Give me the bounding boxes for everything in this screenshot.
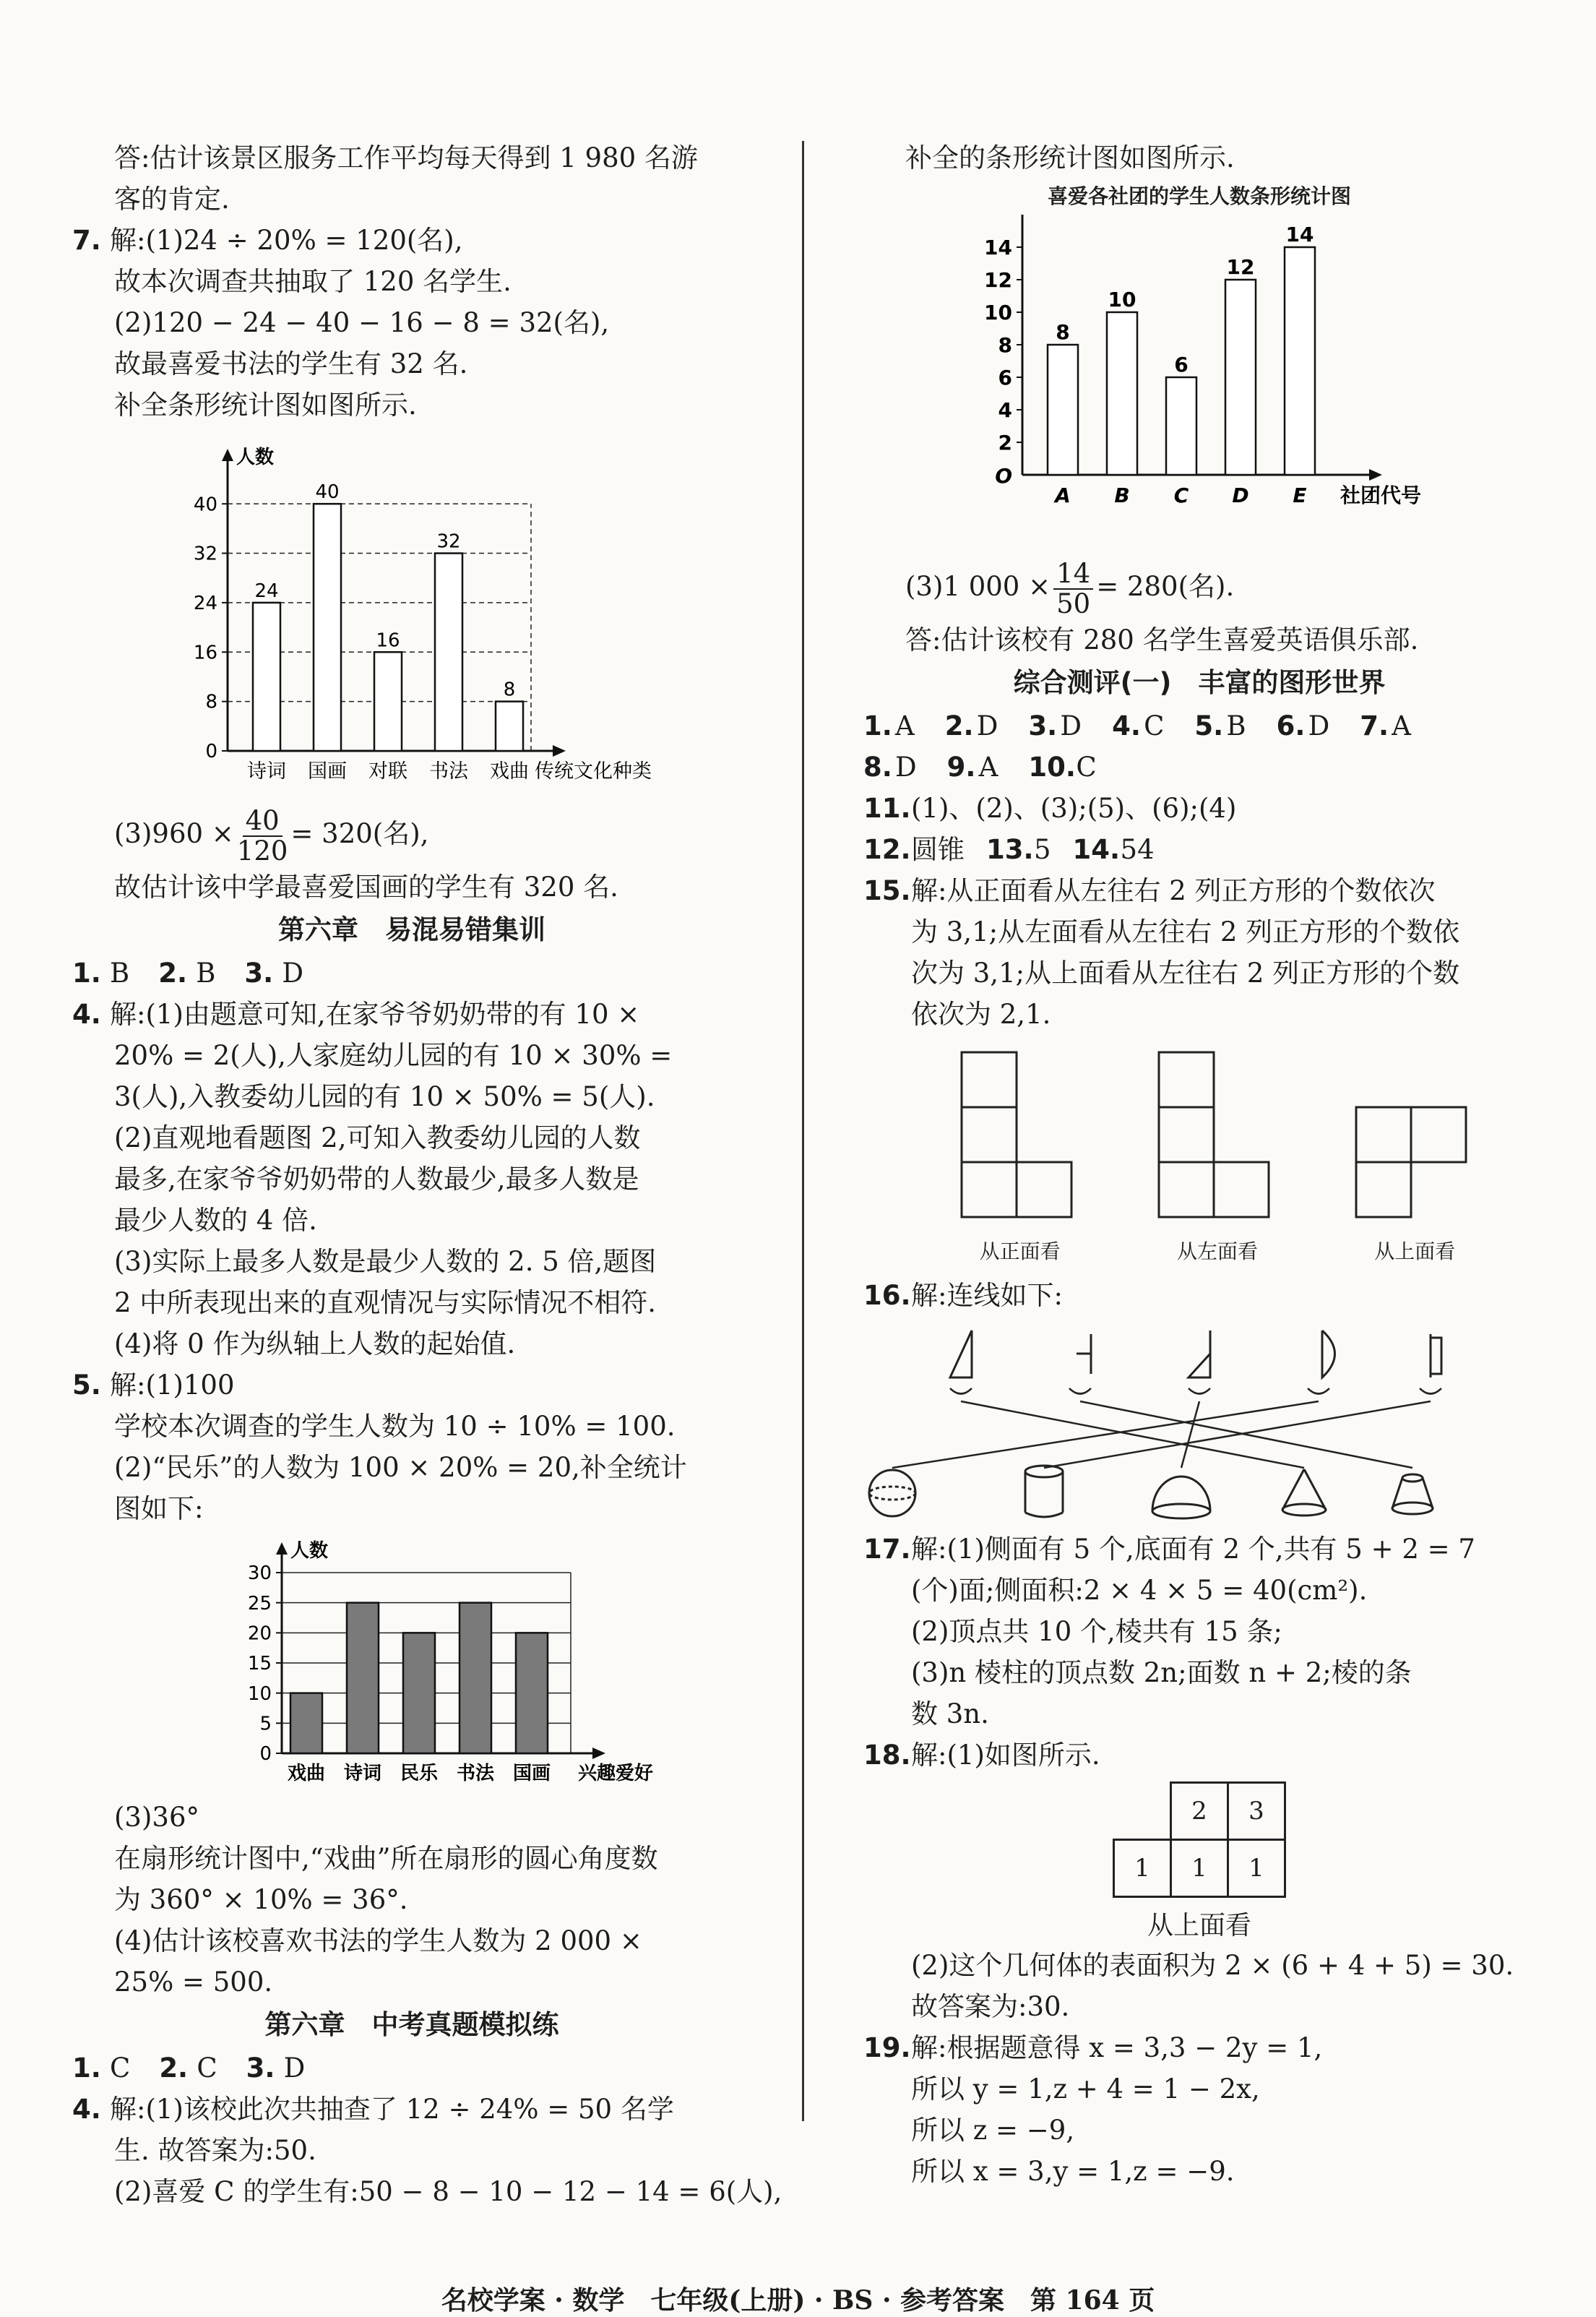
right-column <box>863 137 1535 2192</box>
bar-chart-culture <box>72 426 751 801</box>
x-tick-label: 对联 <box>368 760 407 783</box>
text-line: 为 360° × 10% = 36°. <box>114 1884 408 1915</box>
text-part: = 320(名), <box>290 818 429 849</box>
answer-item <box>1194 705 1246 747</box>
bar <box>1166 377 1196 475</box>
text-part: = 280(名). <box>1096 571 1235 602</box>
text-line: 图如下: <box>114 1493 204 1524</box>
x-tick-label: C <box>1173 483 1189 507</box>
text-line: 答:估计该景区服务工作平均每天得到 1 980 名游 <box>114 142 698 173</box>
data-label: 12 <box>1226 255 1255 279</box>
rotate-arrow-icon <box>1308 1388 1329 1394</box>
y-tick-label: 24 <box>193 593 217 615</box>
text-line: (2)喜爱 C 的学生有:50 − 8 − 10 − 12 − 14 = 6(人), <box>114 2176 782 2207</box>
bar <box>403 1633 435 1753</box>
answer: C <box>1144 710 1165 741</box>
text-line: 解:从正面看从左往右 2 列正方形的个数依次 <box>911 875 1436 906</box>
bar <box>1285 247 1315 475</box>
question-number: 3. <box>244 958 274 989</box>
question-number: 7. <box>1360 710 1389 741</box>
answer: 圆锥 <box>911 834 965 865</box>
y-tick-label: 0 <box>259 1743 272 1766</box>
y-axis-arrow-icon <box>276 1542 288 1555</box>
three-views <box>921 1049 1514 1265</box>
text-line: 解:(1)100 <box>110 1370 235 1401</box>
question-number: 1. <box>863 710 892 741</box>
bar <box>314 504 341 751</box>
y-tick-label: 30 <box>247 1562 272 1585</box>
text-line: 最多,在家爷爷奶奶带的人数最少,最多人数是 <box>114 1164 639 1195</box>
answer: A <box>978 752 998 783</box>
numerator: 14 <box>1053 559 1093 590</box>
semicircle-shape <box>1322 1331 1335 1377</box>
text-line: 故最喜爱书法的学生有 32 名. <box>114 348 468 379</box>
question-number: 4. <box>1112 710 1141 741</box>
bar <box>374 652 402 751</box>
sphere-icon <box>869 1470 915 1516</box>
bar <box>1048 345 1078 475</box>
data-label: 10 <box>1108 288 1136 311</box>
question-number: 2. <box>944 710 974 741</box>
answer-item <box>947 747 998 788</box>
answer-item <box>945 705 998 747</box>
question-number: 12. <box>863 834 911 865</box>
question-number: 11. <box>863 793 911 824</box>
answer-item <box>1360 705 1411 747</box>
view-caption: 从左面看 <box>1176 1239 1258 1263</box>
answer-item <box>1112 705 1164 747</box>
cone-icon <box>1282 1469 1326 1516</box>
y-tick-label: 4 <box>998 397 1012 422</box>
question-number: 5. <box>1194 710 1224 741</box>
section-heading: 第六章 中考真题模拟练 <box>264 2009 559 2040</box>
rotate-arrow-icon <box>1420 1388 1441 1394</box>
text-line: (4)将 0 作为纵轴上人数的起始值. <box>114 1328 516 1359</box>
grid-cell: 1 <box>1228 1840 1285 1897</box>
text-line: 故估计该中学最喜爱国画的学生有 320 名. <box>114 872 618 903</box>
text-line: 学校本次调查的学生人数为 10 ÷ 10% = 100. <box>114 1411 676 1442</box>
grid-cell: 1 <box>1114 1840 1171 1897</box>
answer-item <box>1277 705 1330 747</box>
answer-item <box>863 705 915 747</box>
y-axis-label: 人数 <box>236 447 275 468</box>
page-footer: 名校学案 · 数学 七年级(上册) · BS · 参考答案 第 164 页 <box>441 2285 1155 2316</box>
question-number: 16. <box>863 1280 911 1311</box>
bar <box>290 1693 322 1753</box>
question-number: 19. <box>863 2032 911 2063</box>
question-number: 5. <box>72 1370 101 1401</box>
text-line: 故答案为:30. <box>911 1991 1070 2022</box>
data-label: 16 <box>376 629 400 652</box>
text-line: (2)顶点共 10 个,棱共有 15 条; <box>911 1616 1282 1647</box>
bar <box>460 1603 491 1753</box>
text-line: 数 3n. <box>911 1698 989 1729</box>
text-line: 补全条形统计图如图所示. <box>114 390 417 421</box>
question-number: 3. <box>1028 710 1058 741</box>
answer: 5 <box>1034 834 1051 865</box>
text-line: 所以 x = 3,y = 1,z = −9. <box>911 2156 1235 2187</box>
question-number: 7. <box>72 225 101 256</box>
text-line: 所以 z = −9, <box>911 2115 1075 2146</box>
top-view-grid <box>863 1781 1535 1942</box>
text-line: (2)直观地看题图 2,可知入教委幼儿园的人数 <box>114 1122 641 1153</box>
bar <box>435 554 462 751</box>
y-tick-label: 8 <box>998 332 1012 357</box>
question-number: 17. <box>863 1534 911 1565</box>
y-tick-label: 10 <box>247 1682 272 1705</box>
question-number: 8. <box>863 752 892 783</box>
question-number: 14. <box>1072 834 1121 865</box>
text-line: 25% = 500. <box>114 1966 273 1998</box>
text-line: (个)面;侧面积:2 × 4 × 5 = 40(cm²). <box>911 1575 1368 1606</box>
x-tick-label: 诗词 <box>343 1763 382 1784</box>
bar <box>253 603 280 751</box>
connect-lines <box>892 1401 1431 1468</box>
text-line: (3)36° <box>114 1802 199 1833</box>
answer: B <box>110 958 130 989</box>
answer: A <box>1392 710 1411 741</box>
answer: B <box>1226 710 1246 741</box>
answer: B <box>196 958 216 989</box>
question-number: 6. <box>1276 710 1306 741</box>
text-line: 解:连线如下: <box>911 1280 1063 1311</box>
rotate-arrow-icon <box>1189 1388 1210 1394</box>
grid-cell: 2 <box>1171 1783 1228 1840</box>
text-line: 3(人),入教委幼儿园的有 10 × 50% = 5(人). <box>114 1081 655 1112</box>
y-tick-label: 6 <box>998 365 1012 390</box>
numerator: 40 <box>243 807 282 837</box>
text-line: (4)估计该校喜欢书法的学生人数为 2 000 × <box>114 1925 642 1956</box>
text-line: 次为 3,1;从上面看从左往右 2 列正方形的个数 <box>911 958 1460 989</box>
column-divider <box>802 141 804 2121</box>
data-label: 8 <box>503 679 516 701</box>
data-label: 8 <box>1056 320 1070 344</box>
answer-item <box>863 747 917 788</box>
text-line: 解:(1)由题意可知,在家爷爷奶奶带的有 10 × <box>110 999 640 1030</box>
question-number: 1. <box>72 2052 101 2084</box>
y-tick-label: 40 <box>193 494 217 516</box>
question-number: 2. <box>159 2052 189 2084</box>
y-tick-label: 5 <box>259 1713 272 1735</box>
y-tick-label: 20 <box>247 1622 272 1645</box>
text-line: 解:(1)侧面有 5 个,底面有 2 个,共有 5 + 2 = 7 <box>911 1534 1475 1565</box>
text-line: 依次为 2,1. <box>911 999 1051 1030</box>
text-line: 最少人数的 4 倍. <box>114 1205 317 1236</box>
x-axis-label: 社团代号 <box>1340 483 1422 507</box>
answer: A <box>895 710 915 741</box>
fraction <box>236 804 288 867</box>
y-tick-label: 12 <box>984 267 1012 292</box>
grid-cell: 1 <box>1171 1840 1228 1897</box>
x-tick-label: 书法 <box>429 760 468 783</box>
bar-chart-interest <box>72 1529 751 1797</box>
answer: D <box>1308 710 1330 741</box>
x-tick-label: E <box>1293 483 1307 507</box>
bar <box>496 702 523 751</box>
text-line: (2)“民乐”的人数为 100 × 20% = 20,补全统计 <box>114 1452 687 1483</box>
x-tick-label: A <box>1055 483 1071 507</box>
y-tick-label: 8 <box>205 691 217 713</box>
bar <box>516 1633 548 1753</box>
x-tick-label: 国画 <box>308 760 347 783</box>
matching-diagram <box>863 1316 1535 1526</box>
text-line: 补全的条形统计图如图所示. <box>905 142 1235 173</box>
left-view <box>1156 1049 1279 1265</box>
question-number: 4. <box>72 2094 101 2125</box>
count-grid <box>1113 1781 1286 1898</box>
rotation-arrows <box>950 1388 1441 1394</box>
x-tick-label: 戏曲 <box>490 760 529 783</box>
text-part: (3)960 × <box>114 818 234 849</box>
text-line: 客的肯定. <box>114 184 230 215</box>
bar <box>1225 280 1256 475</box>
x-tick-label: 戏曲 <box>287 1763 326 1784</box>
text-line: 解:根据题意得 x = 3,3 − 2y = 1, <box>911 2032 1323 2063</box>
denominator: 120 <box>236 835 288 867</box>
text-line: 20% = 2(人),人家庭幼儿园的有 10 × 30% = <box>114 1040 673 1071</box>
x-tick-label: 诗词 <box>247 760 286 783</box>
question-number: 2. <box>158 958 188 989</box>
flag-shape <box>1077 1334 1091 1374</box>
text-line: (2)这个几何体的表面积为 2 × (6 + 4 + 5) = 30. <box>911 1950 1514 1981</box>
answer: D <box>283 2052 306 2084</box>
answer: D <box>895 752 917 783</box>
x-tick-label: 书法 <box>456 1763 495 1784</box>
grid-cell: 3 <box>1228 1783 1285 1840</box>
answer: 54 <box>1120 834 1155 865</box>
text-line: 答:估计该校有 280 名学生喜爱英语俱乐部. <box>905 624 1419 655</box>
question-number: 18. <box>863 1740 911 1771</box>
question-number: 15. <box>863 875 911 906</box>
question-number: 3. <box>246 2052 275 2084</box>
left-column <box>72 137 782 2212</box>
y-tick-label: 15 <box>247 1653 272 1675</box>
answer: C <box>1076 752 1097 783</box>
triangle-rect-shape <box>1189 1331 1210 1377</box>
text-line: 2 中所表现出来的直观情况与实际情况不相符. <box>114 1287 657 1318</box>
question-number: 9. <box>946 752 976 783</box>
question-number: 13. <box>986 834 1034 865</box>
grid-caption: 从上面看 <box>1147 1911 1251 1940</box>
answer: C <box>110 2052 131 2084</box>
top-shapes <box>950 1331 1441 1377</box>
denominator: 50 <box>1056 588 1091 619</box>
left-view-drawing <box>1156 1049 1279 1223</box>
data-label: 14 <box>1285 223 1314 246</box>
y-tick-label: 14 <box>984 235 1012 259</box>
x-tick-label: 民乐 <box>400 1763 439 1784</box>
data-label: 6 <box>1174 353 1189 377</box>
answer: (1)、(2)、(3);(5)、(6);(4) <box>911 793 1237 824</box>
text-line: 解:(1)该校此次共抽查了 12 ÷ 24% = 50 名学 <box>110 2094 674 2125</box>
y-tick-label: 32 <box>193 543 217 565</box>
question-number: 1. <box>72 958 101 989</box>
chart-title: 喜爱各社团的学生人数条形统计图 <box>1047 184 1351 208</box>
y-tick-label: 0 <box>205 741 217 763</box>
text-line: 解:(1)24 ÷ 20% = 120(名), <box>110 225 463 256</box>
text-line: (2)120 − 24 − 40 − 16 − 8 = 32(名), <box>114 307 610 338</box>
question-number: 4. <box>72 999 101 1030</box>
text-line: 所以 y = 1,z + 4 = 1 − 2x, <box>911 2073 1260 2105</box>
front-view-drawing <box>959 1049 1082 1223</box>
cylinder-icon <box>1025 1466 1063 1517</box>
section-heading: 综合测评(一) 丰富的图形世界 <box>1013 667 1386 698</box>
y-tick-label: 25 <box>247 1592 272 1615</box>
text-line: 解:(1)如图所示. <box>911 1740 1100 1771</box>
y-axis-arrow-icon <box>222 449 233 461</box>
x-axis-arrow-icon <box>592 1748 605 1759</box>
bar-chart-clubs <box>863 215 1535 554</box>
text-line: 生. 故答案为:50. <box>114 2135 316 2166</box>
data-label: 32 <box>436 530 461 553</box>
top-view <box>1353 1049 1476 1265</box>
text-line: 为 3,1;从左面看从左往右 2 列正方形的个数依 <box>911 916 1460 947</box>
answer: D <box>1060 710 1082 741</box>
text-part: (3)1 000 × <box>905 571 1051 602</box>
view-caption: 从上面看 <box>1374 1239 1456 1263</box>
bar <box>1107 312 1137 475</box>
data-label: 40 <box>315 481 340 504</box>
rotate-arrow-icon <box>950 1388 972 1394</box>
text-line: 在扇形统计图中,“戏曲”所在扇形的圆心角度数 <box>114 1843 658 1874</box>
top-view-drawing <box>1353 1049 1476 1223</box>
frustum-icon <box>1392 1474 1433 1514</box>
y-tick-label: 16 <box>193 642 217 664</box>
x-axis-arrow-icon <box>553 745 566 757</box>
data-label: 24 <box>254 580 279 602</box>
rotate-arrow-icon <box>1069 1388 1091 1394</box>
fraction <box>1053 559 1093 619</box>
question-number: 10. <box>1028 752 1076 783</box>
answer-item <box>1028 705 1082 747</box>
bottom-solids <box>869 1466 1433 1518</box>
right-triangle-shape <box>950 1331 972 1377</box>
match-line <box>1181 1401 1199 1468</box>
bar <box>347 1603 379 1753</box>
text-line: 故本次调查共抽取了 120 名学生. <box>114 266 512 297</box>
answer: D <box>282 958 304 989</box>
front-view <box>959 1049 1082 1265</box>
y-tick-label: 2 <box>998 430 1012 455</box>
text-line: (3)实际上最多人数是最少人数的 2. 5 倍,题图 <box>114 1246 657 1277</box>
answer: C <box>197 2052 217 2084</box>
x-axis-label: 兴趣爱好 <box>578 1763 654 1784</box>
y-tick-label: 10 <box>984 300 1012 324</box>
x-axis-arrow-icon <box>1369 469 1382 481</box>
x-tick-label: D <box>1232 483 1249 507</box>
rectangle-shape <box>1431 1334 1441 1377</box>
hemisphere-icon <box>1152 1476 1210 1518</box>
y-axis-label: 人数 <box>290 1540 329 1562</box>
section-heading: 第六章 易混易错集训 <box>278 914 545 945</box>
text-line: (3)n 棱柱的顶点数 2n;面数 n + 2;棱的条 <box>911 1657 1412 1688</box>
x-tick-label: B <box>1114 483 1130 507</box>
x-tick-label: 国画 <box>512 1763 551 1784</box>
answer-item <box>1028 747 1096 788</box>
answer: D <box>976 710 998 741</box>
view-caption: 从正面看 <box>979 1239 1061 1263</box>
origin-label: O <box>995 464 1012 489</box>
x-axis-label: 传统文化种类 <box>535 760 652 783</box>
